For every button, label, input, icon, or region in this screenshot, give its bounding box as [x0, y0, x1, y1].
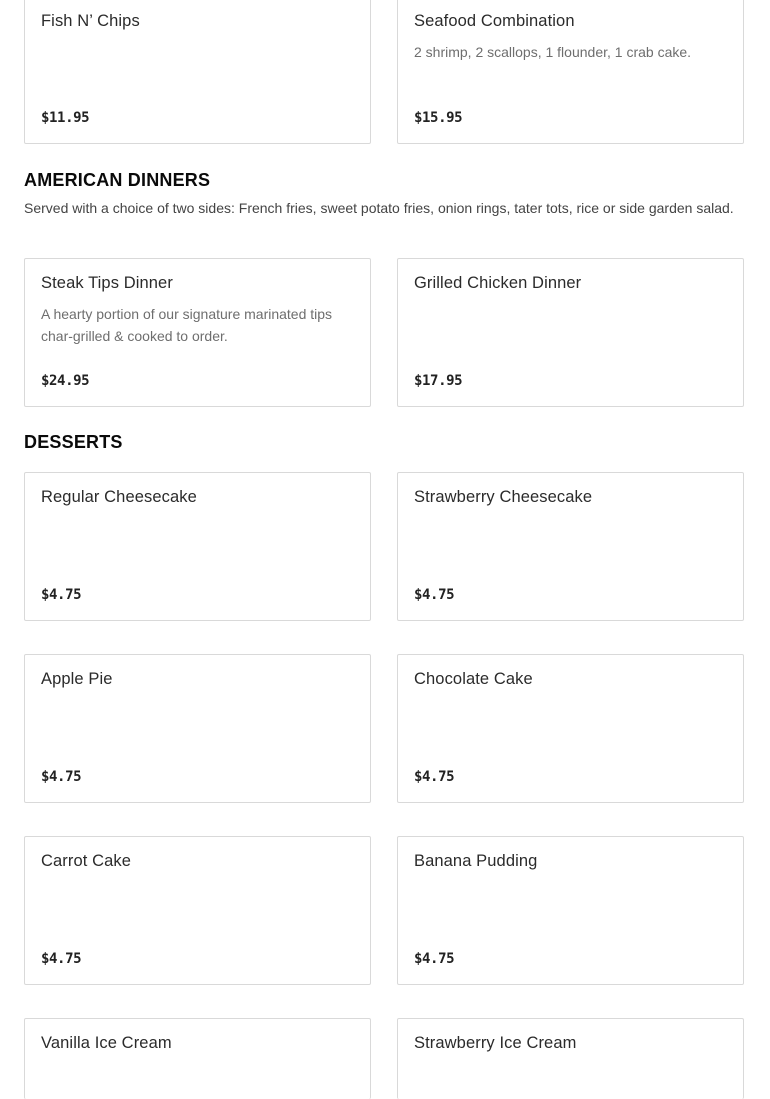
- section-description: Served with a choice of two sides: French fries, sweet potato fries, onion rings, tater tots, rice or side garden salad.: [24, 200, 734, 216]
- menu-item-name: Fish N’ Chips: [41, 12, 140, 30]
- menu-item-price: $4.75: [41, 951, 82, 967]
- menu-item-card[interactable]: [397, 472, 744, 621]
- menu-item-name: Apple Pie: [41, 670, 113, 688]
- menu-item-price: $4.75: [414, 951, 455, 967]
- menu-item-price: $4.75: [41, 587, 82, 603]
- menu-item-price: $11.95: [41, 110, 90, 126]
- section-title: AMERICAN DINNERS: [24, 170, 211, 190]
- menu-item-card[interactable]: [397, 1018, 744, 1099]
- menu-item-price: $24.95: [41, 373, 90, 389]
- menu-item-card[interactable]: [24, 1018, 371, 1099]
- menu-item-card[interactable]: [397, 258, 744, 407]
- menu-item-name: Carrot Cake: [41, 852, 132, 870]
- section-title: DESSERTS: [24, 432, 123, 452]
- menu-item-card[interactable]: [24, 654, 371, 803]
- menu-item-card[interactable]: [24, 0, 371, 144]
- menu-item-name: Steak Tips Dinner: [41, 274, 173, 292]
- menu-item-price: $4.75: [414, 587, 455, 603]
- menu-item-price: $4.75: [414, 769, 455, 785]
- menu-item-name: Grilled Chicken Dinner: [414, 274, 582, 292]
- menu-item-price: $15.95: [414, 110, 463, 126]
- menu-item-name: Strawberry Ice Cream: [414, 1034, 577, 1052]
- menu-item-name: Seafood Combination: [414, 12, 575, 30]
- menu-item-card[interactable]: [24, 472, 371, 621]
- menu-item-price: $4.75: [41, 769, 82, 785]
- menu-item-name: Chocolate Cake: [414, 670, 533, 688]
- menu-item-price: $17.95: [414, 373, 463, 389]
- menu-item-description: 2 shrimp, 2 scallops, 1 flounder, 1 crab cake.: [414, 44, 692, 60]
- menu-item-name: Vanilla Ice Cream: [41, 1034, 172, 1052]
- menu-item-card[interactable]: [397, 654, 744, 803]
- menu-item-card[interactable]: [397, 836, 744, 985]
- menu-item-description: A hearty portion of our signature marinated tips char-grilled & cooked to order.: [41, 306, 333, 344]
- menu-item-card[interactable]: [24, 836, 371, 985]
- menu-item-card[interactable]: [24, 258, 371, 407]
- menu-item-name: Strawberry Cheesecake: [414, 488, 593, 506]
- menu-item-name: Banana Pudding: [414, 852, 538, 870]
- menu-item-card[interactable]: [397, 0, 744, 144]
- menu-item-name: Regular Cheesecake: [41, 488, 197, 506]
